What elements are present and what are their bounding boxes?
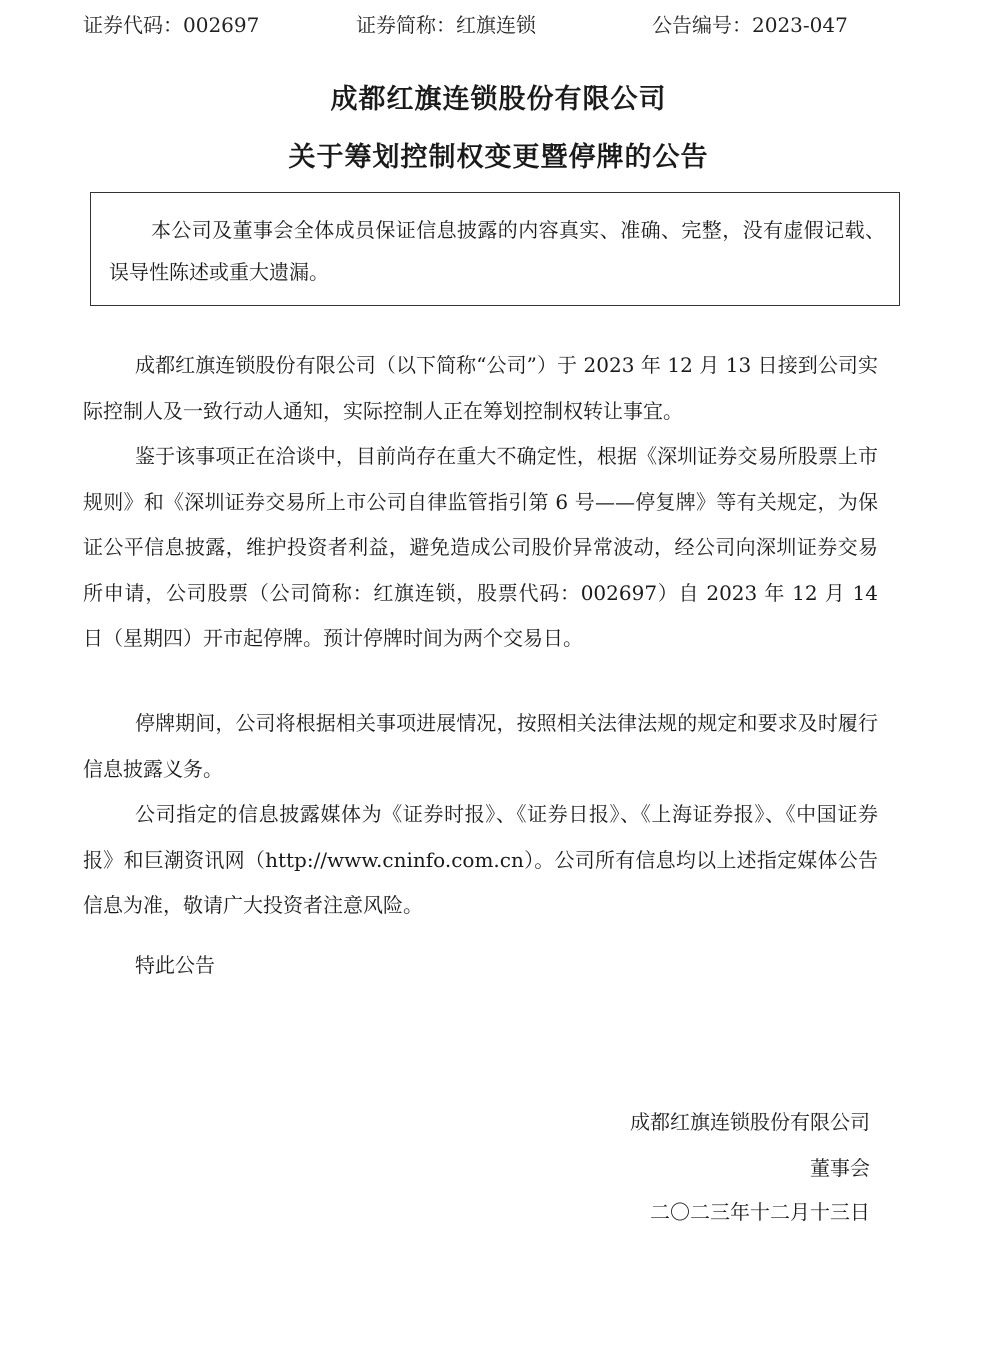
body-paragraph-1-container (83, 343, 878, 434)
closing-statement: 特此公告 (135, 953, 215, 977)
body-paragraph: 鉴于该事项正在洽谈中，目前尚存在重大不确定性，根据《深圳证券交易所股票上市规则》和《深圳证券交易所上市公司自律监管指引第 6 号——停复牌》等有关规定，为保证公平信息披露，维护投资者利益，避免造成公司股价异常波动，经公司向深圳证券交易所申请，公司股票（公司简称：红旗连锁，股票代码：002697）自 2023 年 12 月 14 日（星期四）开市起停牌。预计停牌时间为两个交易日。 (83, 444, 878, 650)
disclaimer-box (90, 192, 900, 306)
announcement-title: 关于筹划控制权变更暨停牌的公告 (288, 142, 709, 173)
company-title: 成都红旗连锁股份有限公司 (330, 84, 667, 115)
body-paragraph-4-container (83, 792, 878, 929)
body-paragraph: 停牌期间，公司将根据相关事项进展情况，按照相关法律法规的规定和要求及时履行信息披露义务。 (83, 711, 878, 781)
stock-code: 证券代码：002697 (83, 13, 260, 37)
document-header (83, 8, 863, 42)
body-paragraph: 成都红旗连锁股份有限公司（以下简称“公司”）于 2023 年 12 月 13 日接到公司实际控制人及一致行动人通知，实际控制人正在筹划控制权转让事宜。 (83, 353, 878, 423)
signature-date: 二〇二三年十二月十三日 (650, 1200, 870, 1224)
signature-board: 董事会 (810, 1156, 870, 1180)
closing-statement-container (83, 943, 878, 989)
body-paragraph-3-container (83, 701, 878, 792)
body-paragraph: 公司指定的信息披露媒体为《证券时报》、《证券日报》、《上海证券报》、《中国证券报》和巨潮资讯网（http://www.cninfo.com.cn）。公司所有信息均以上述指定媒体公告信息为准，敬请广大投资者注意风险。 (83, 802, 878, 917)
stock-short-name: 证券简称：红旗连锁 (356, 13, 536, 37)
body-paragraph-2-container (83, 434, 878, 662)
announcement-number: 公告编号：2023-047 (652, 13, 848, 37)
disclaimer-text: 本公司及董事会全体成员保证信息披露的内容真实、准确、完整，没有虚假记载、误导性陈述或重大遗漏。 (109, 218, 885, 284)
signature-company: 成都红旗连锁股份有限公司 (630, 1110, 870, 1134)
